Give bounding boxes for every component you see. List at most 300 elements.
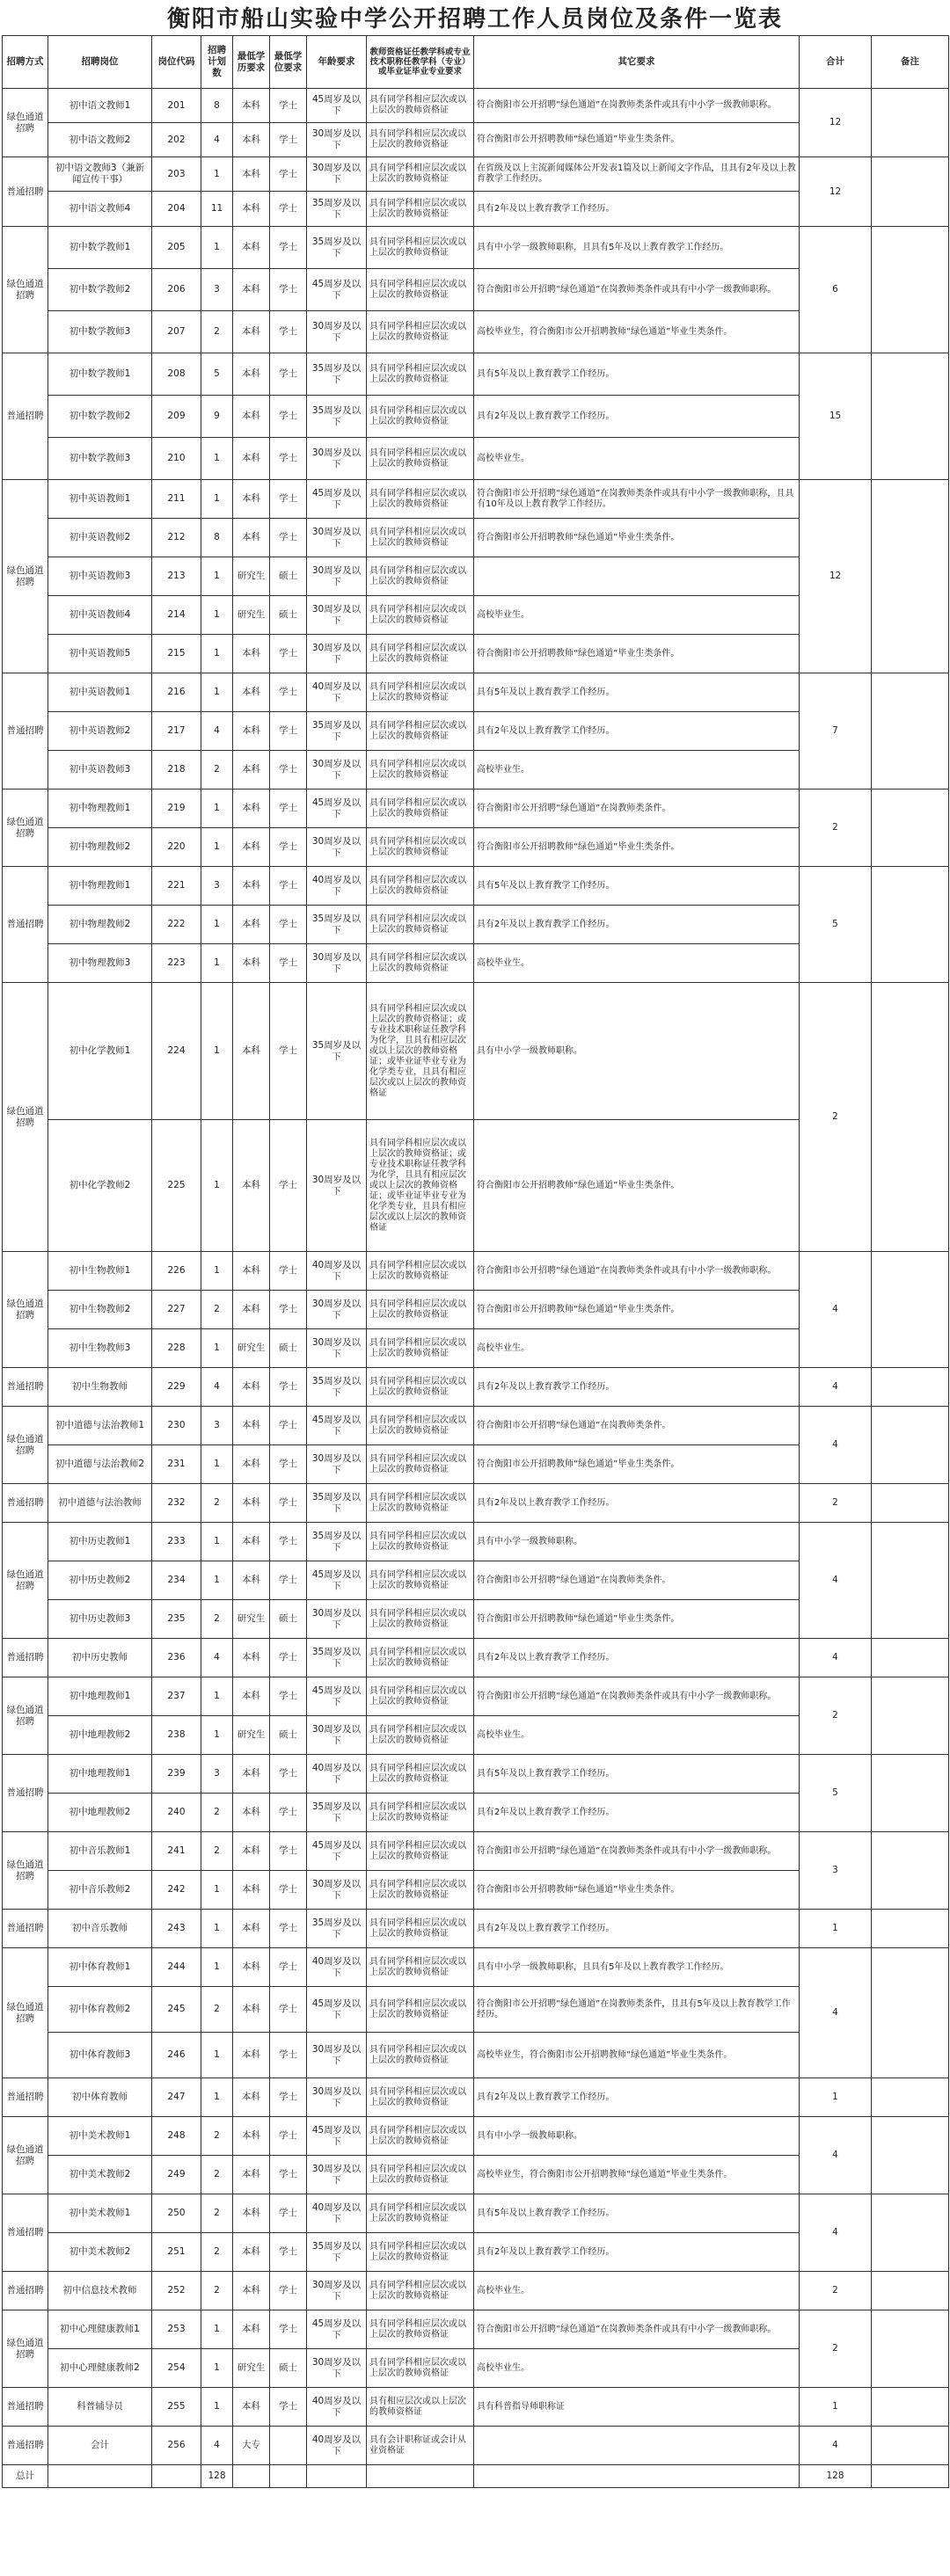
qual-cell: 具有同学科相应层次或以上层次的教师资格证 [367, 353, 474, 396]
other-cell: 具有5年及以上教育教学工作经历。 [474, 353, 800, 396]
remark-cell [872, 1755, 949, 1832]
edu-cell: 本科 [233, 1987, 270, 2033]
plan-cell: 1 [201, 983, 233, 1120]
other-cell: 符合衡阳市公开招聘教师“绿色通道”毕业生类条件。 [474, 1871, 800, 1910]
position-cell: 初中历史教师 [48, 1639, 152, 1677]
code-cell: 248 [152, 2117, 201, 2156]
edu-cell: 本科 [233, 1407, 270, 1445]
degree-cell [270, 2427, 307, 2465]
qual-cell: 具有同学科相应层次或以上层次的教师资格证 [367, 519, 474, 557]
table-row [3, 2272, 949, 2310]
edu-cell: 本科 [233, 790, 270, 828]
qual-cell: 具有同学科相应层次或以上层次的教师资格证 [367, 635, 474, 673]
code-cell: 201 [152, 89, 201, 123]
age-cell: 30周岁及以下 [307, 2078, 367, 2117]
total-cell: 3 [800, 1832, 872, 1910]
degree-cell: 学士 [270, 944, 307, 983]
age-cell: 30周岁及以下 [307, 596, 367, 635]
other-cell: 符合衡阳市公开招聘教师“绿色通道”毕业生类条件。 [474, 828, 800, 867]
position-cell: 初中语文教师3（兼新闻宣传干事） [48, 157, 152, 192]
age-cell: 40周岁及以下 [307, 1252, 367, 1291]
edu-cell: 本科 [233, 1484, 270, 1523]
method-cell: 绿色通道招聘 [3, 2117, 48, 2194]
position-cell: 初中物理教师2 [48, 906, 152, 944]
age-cell: 45周岁及以下 [307, 1987, 367, 2033]
code-cell: 209 [152, 396, 201, 438]
code-cell: 202 [152, 123, 201, 157]
other-cell: 具有5年及以上教育教学工作经历。 [474, 1755, 800, 1794]
plan-cell: 2 [201, 2233, 233, 2272]
total-cell: 5 [800, 1755, 872, 1832]
degree-cell: 学士 [270, 1368, 307, 1407]
age-cell: 30周岁及以下 [307, 1600, 367, 1639]
other-cell [474, 2427, 800, 2465]
position-cell: 初中地理教师1 [48, 1755, 152, 1794]
other-cell: 具有2年及以上教育教学工作经历。 [474, 1368, 800, 1407]
code-cell: 252 [152, 2272, 201, 2310]
position-cell: 初中语文教师1 [48, 89, 152, 123]
position-cell: 初中生物教师3 [48, 1329, 152, 1368]
table-row [3, 1677, 949, 1716]
method-cell: 绿色通道招聘 [3, 1677, 48, 1755]
other-cell: 符合衡阳市公开招聘教师“绿色通道”毕业生类条件。 [474, 123, 800, 157]
degree-cell: 学士 [270, 1291, 307, 1329]
total-cell: 2 [800, 2272, 872, 2310]
table-row [3, 1484, 949, 1523]
footer-row [3, 2465, 949, 2488]
plan-cell: 1 [201, 1523, 233, 1561]
code-cell: 217 [152, 712, 201, 751]
other-cell: 具有5年及以上教育教学工作经历。 [474, 867, 800, 906]
table-row [3, 353, 949, 396]
age-cell: 35周岁及以下 [307, 1523, 367, 1561]
method-cell: 绿色通道招聘 [3, 89, 48, 157]
qual-cell: 具有同学科相应层次或以上层次的教师资格证 [367, 1291, 474, 1329]
other-cell: 具有5年及以上教育教学工作经历。 [474, 673, 800, 712]
header-remark: 备注 [872, 36, 949, 89]
remark-cell [872, 1948, 949, 2078]
qual-cell: 具有同学科相应层次或以上层次的教师资格证 [367, 1871, 474, 1910]
age-cell: 45周岁及以下 [307, 89, 367, 123]
code-cell: 256 [152, 2427, 201, 2465]
header-plan: 招聘计划数 [201, 36, 233, 89]
age-cell: 35周岁及以下 [307, 1910, 367, 1948]
method-cell: 绿色通道招聘 [3, 983, 48, 1252]
code-cell: 237 [152, 1677, 201, 1716]
other-cell [474, 557, 800, 596]
other-cell: 符合衡阳市公开招聘“绿色通道”在岗教师类条件或具有中小学一级教师职称。 [474, 2310, 800, 2349]
remark-cell [872, 1252, 949, 1368]
qual-cell: 具有同学科相应层次或以上层次的教师资格证 [367, 311, 474, 353]
position-cell: 初中生物教师 [48, 1368, 152, 1407]
other-cell: 高校毕业生。 [474, 2349, 800, 2388]
edu-cell: 本科 [233, 1677, 270, 1716]
remark-cell [872, 1677, 949, 1755]
plan-cell: 1 [201, 227, 233, 269]
code-cell: 211 [152, 480, 201, 519]
degree-cell: 硕士 [270, 1716, 307, 1755]
other-cell: 符合衡阳市公开招聘“绿色通道”在岗教师类条件或具有中小学一级教师职称，且具有10年及以上教育教学工作经历。 [474, 480, 800, 519]
edu-cell: 研究生 [233, 596, 270, 635]
other-cell: 高校毕业生，符合衡阳市公开招聘教师“绿色通道”毕业生类条件。 [474, 311, 800, 353]
degree-cell: 学士 [270, 1120, 307, 1252]
qual-cell: 具有同学科相应层次或以上层次的教师资格证；或专业技术职称证任教学科为化学，且具有相应层次或以上层次的教师资格证；或毕业证毕业专业为化学类专业，且具有相应层次或以上层次的教师资格证 [367, 983, 474, 1120]
qual-cell: 具有同学科相应层次或以上层次的教师资格证 [367, 1523, 474, 1561]
position-cell: 初中英语教师3 [48, 751, 152, 790]
code-cell: 212 [152, 519, 201, 557]
position-cell: 初中英语教师4 [48, 596, 152, 635]
method-cell: 绿色通道招聘 [3, 1523, 48, 1639]
edu-cell: 本科 [233, 353, 270, 396]
total-cell: 2 [800, 983, 872, 1252]
footer-empty [367, 2465, 474, 2488]
age-cell: 35周岁及以下 [307, 227, 367, 269]
degree-cell: 学士 [270, 2156, 307, 2194]
position-cell: 初中音乐教师2 [48, 1871, 152, 1910]
age-cell: 40周岁及以下 [307, 673, 367, 712]
position-cell: 初中数学教师2 [48, 396, 152, 438]
position-cell: 初中历史教师3 [48, 1600, 152, 1639]
remark-cell [872, 1832, 949, 1910]
code-cell: 220 [152, 828, 201, 867]
age-cell: 35周岁及以下 [307, 1794, 367, 1832]
qual-cell: 具有同学科相应层次或以上层次的教师资格证 [367, 1600, 474, 1639]
plan-cell: 4 [201, 2427, 233, 2465]
method-cell: 绿色通道招聘 [3, 1948, 48, 2078]
age-cell: 30周岁及以下 [307, 1871, 367, 1910]
remark-cell [872, 867, 949, 983]
edu-cell: 本科 [233, 906, 270, 944]
method-cell: 绿色通道招聘 [3, 2310, 48, 2388]
degree-cell: 学士 [270, 1561, 307, 1600]
table-row [3, 2117, 949, 2156]
total-cell: 2 [800, 1484, 872, 1523]
code-cell: 223 [152, 944, 201, 983]
age-cell: 30周岁及以下 [307, 1445, 367, 1484]
other-cell: 符合衡阳市公开招聘“绿色通道”在岗教师类条件或具有中小学一级教师职称。 [474, 1677, 800, 1716]
position-cell: 初中物理教师1 [48, 790, 152, 828]
code-cell: 218 [152, 751, 201, 790]
qual-cell: 具有同学科相应层次或以上层次的教师资格证 [367, 396, 474, 438]
age-cell: 45周岁及以下 [307, 269, 367, 311]
total-cell: 2 [800, 2310, 872, 2388]
plan-cell: 2 [201, 1600, 233, 1639]
edu-cell: 本科 [233, 1523, 270, 1561]
footer-empty [307, 2465, 367, 2488]
position-cell: 初中道德与法治教师1 [48, 1407, 152, 1445]
total-cell: 4 [800, 2117, 872, 2194]
edu-cell: 研究生 [233, 557, 270, 596]
edu-cell: 研究生 [233, 1329, 270, 1368]
position-cell: 初中信息技术教师 [48, 2272, 152, 2310]
position-cell: 初中生物教师2 [48, 1291, 152, 1329]
degree-cell: 学士 [270, 712, 307, 751]
position-cell: 初中音乐教师1 [48, 1832, 152, 1871]
plan-cell: 1 [201, 557, 233, 596]
edu-cell: 本科 [233, 227, 270, 269]
degree-cell: 学士 [270, 867, 307, 906]
degree-cell: 学士 [270, 2233, 307, 2272]
plan-cell: 1 [201, 1445, 233, 1484]
other-cell: 符合衡阳市公开招聘教师“绿色通道”毕业生类条件。 [474, 1120, 800, 1252]
qual-cell: 具有同学科相应层次或以上层次的教师资格证 [367, 1832, 474, 1871]
qual-cell: 具有同学科相应层次或以上层次的教师资格证 [367, 2033, 474, 2078]
plan-cell: 2 [201, 1484, 233, 1523]
total-cell: 2 [800, 790, 872, 867]
qual-cell: 具有同学科相应层次或以上层次的教师资格证 [367, 1677, 474, 1716]
position-cell: 初中英语教师2 [48, 712, 152, 751]
code-cell: 215 [152, 635, 201, 673]
plan-cell: 2 [201, 2194, 233, 2233]
plan-cell: 2 [201, 1794, 233, 1832]
other-cell: 具有2年及以上教育教学工作经历。 [474, 712, 800, 751]
qual-cell: 具有同学科相应层次或以上层次的教师资格证 [367, 2117, 474, 2156]
code-cell: 226 [152, 1252, 201, 1291]
code-cell: 233 [152, 1523, 201, 1561]
remark-cell [872, 790, 949, 867]
footer-empty [48, 2465, 152, 2488]
edu-cell: 研究生 [233, 1716, 270, 1755]
position-cell: 初中美术教师1 [48, 2194, 152, 2233]
code-cell: 213 [152, 557, 201, 596]
plan-cell: 1 [201, 1329, 233, 1368]
plan-cell: 9 [201, 396, 233, 438]
plan-cell: 4 [201, 1368, 233, 1407]
age-cell: 30周岁及以下 [307, 311, 367, 353]
age-cell: 30周岁及以下 [307, 2033, 367, 2078]
code-cell: 203 [152, 157, 201, 192]
table-row [3, 1639, 949, 1677]
position-cell: 初中数学教师1 [48, 227, 152, 269]
plan-cell: 1 [201, 1716, 233, 1755]
plan-cell: 2 [201, 2117, 233, 2156]
qual-cell: 具有同学科相应层次或以上层次的教师资格证 [367, 790, 474, 828]
plan-cell: 11 [201, 192, 233, 227]
age-cell: 30周岁及以下 [307, 2156, 367, 2194]
other-cell: 符合衡阳市公开招聘教师“绿色通道”毕业生类条件。 [474, 519, 800, 557]
code-cell: 247 [152, 2078, 201, 2117]
edu-cell: 本科 [233, 2272, 270, 2310]
qual-cell: 具有同学科相应层次或以上层次的教师资格证 [367, 673, 474, 712]
position-cell: 初中英语教师3 [48, 557, 152, 596]
degree-cell: 学士 [270, 1794, 307, 1832]
degree-cell: 学士 [270, 157, 307, 192]
position-cell: 初中化学教师2 [48, 1120, 152, 1252]
position-cell: 初中历史教师1 [48, 1523, 152, 1561]
header-code: 岗位代码 [152, 36, 201, 89]
plan-cell: 8 [201, 89, 233, 123]
remark-cell [872, 2272, 949, 2310]
age-cell: 35周岁及以下 [307, 2233, 367, 2272]
qual-cell: 具有同学科相应层次或以上层次的教师资格证 [367, 1329, 474, 1368]
position-cell: 初中物理教师3 [48, 944, 152, 983]
qual-cell: 具有同学科相应层次或以上层次的教师资格证 [367, 269, 474, 311]
plan-cell: 2 [201, 1291, 233, 1329]
position-cell: 初中地理教师2 [48, 1716, 152, 1755]
plan-cell: 2 [201, 1987, 233, 2033]
edu-cell: 本科 [233, 2388, 270, 2427]
footer-empty [152, 2465, 201, 2488]
remark-cell [872, 2078, 949, 2117]
table-row [3, 1368, 949, 1407]
edu-cell: 研究生 [233, 2349, 270, 2388]
edu-cell: 本科 [233, 828, 270, 867]
edu-cell: 研究生 [233, 1600, 270, 1639]
table-row [3, 983, 949, 1120]
code-cell: 235 [152, 1600, 201, 1639]
page-title: 衡阳市船山实验中学公开招聘工作人员岗位及条件一览表 [166, 6, 783, 33]
position-cell: 初中体育教师 [48, 2078, 152, 2117]
edu-cell: 本科 [233, 2117, 270, 2156]
plan-cell: 1 [201, 1252, 233, 1291]
total-cell: 4 [800, 1368, 872, 1407]
age-cell: 40周岁及以下 [307, 1755, 367, 1794]
qual-cell: 具有同学科相应层次或以上层次的教师资格证 [367, 1484, 474, 1523]
remark-cell [872, 1910, 949, 1948]
other-cell: 在省级及以上主流新闻媒体公开发表1篇及以上新闻文字作品，且具有2年及以上教育教学工作经历。 [474, 157, 800, 192]
code-cell: 239 [152, 1755, 201, 1794]
code-cell: 246 [152, 2033, 201, 2078]
age-cell: 30周岁及以下 [307, 557, 367, 596]
remark-cell [872, 1484, 949, 1523]
edu-cell: 本科 [233, 192, 270, 227]
edu-cell: 本科 [233, 2194, 270, 2233]
code-cell: 250 [152, 2194, 201, 2233]
plan-cell: 2 [201, 2156, 233, 2194]
footer-empty [872, 2465, 949, 2488]
degree-cell: 学士 [270, 1252, 307, 1291]
edu-cell: 本科 [233, 519, 270, 557]
plan-cell: 3 [201, 269, 233, 311]
code-cell: 254 [152, 2349, 201, 2388]
plan-cell: 2 [201, 311, 233, 353]
code-cell: 236 [152, 1639, 201, 1677]
plan-cell: 1 [201, 673, 233, 712]
qual-cell: 具有同学科相应层次或以上层次的教师资格证 [367, 2156, 474, 2194]
age-cell: 45周岁及以下 [307, 2117, 367, 2156]
age-cell: 30周岁及以下 [307, 751, 367, 790]
edu-cell: 本科 [233, 2156, 270, 2194]
plan-cell: 1 [201, 1871, 233, 1910]
code-cell: 214 [152, 596, 201, 635]
qual-cell: 具有同学科相应层次或以上层次的教师资格证；或专业技术职称证任教学科为化学，且具有相应层次或以上层次的教师资格证；或毕业证毕业专业为化学类专业，且具有相应层次或以上层次的教师资格证 [367, 1120, 474, 1252]
table-row [3, 673, 949, 712]
total-cell: 2 [800, 1677, 872, 1755]
edu-cell: 本科 [233, 1639, 270, 1677]
table-row [3, 1252, 949, 1291]
degree-cell: 学士 [270, 1484, 307, 1523]
qual-cell: 具有同学科相应层次或以上层次的教师资格证 [367, 828, 474, 867]
table-row [3, 2194, 949, 2233]
footer-empty [233, 2465, 270, 2488]
method-cell: 绿色通道招聘 [3, 790, 48, 867]
plan-cell: 1 [201, 2033, 233, 2078]
other-cell: 符合衡阳市公开招聘教师“绿色通道”毕业生类条件。 [474, 1600, 800, 1639]
table-row [3, 480, 949, 519]
position-cell: 初中心理健康教师2 [48, 2349, 152, 2388]
other-cell: 具有2年及以上教育教学工作经历。 [474, 1910, 800, 1948]
position-cell: 初中物理教师1 [48, 867, 152, 906]
other-cell: 具有2年及以上教育教学工作经历。 [474, 906, 800, 944]
other-cell: 符合衡阳市公开招聘“绿色通道”在岗教师类条件。 [474, 790, 800, 828]
code-cell: 230 [152, 1407, 201, 1445]
age-cell: 40周岁及以下 [307, 2388, 367, 2427]
degree-cell: 学士 [270, 673, 307, 712]
code-cell: 253 [152, 2310, 201, 2349]
code-cell: 208 [152, 353, 201, 396]
age-cell: 30周岁及以下 [307, 519, 367, 557]
code-cell: 241 [152, 1832, 201, 1871]
method-cell: 普通招聘 [3, 2078, 48, 2117]
header-degree: 最低学位要求 [270, 36, 307, 89]
position-cell: 初中英语教师1 [48, 480, 152, 519]
edu-cell: 本科 [233, 1948, 270, 1987]
table-row [3, 89, 949, 123]
degree-cell: 硕士 [270, 2349, 307, 2388]
age-cell: 35周岁及以下 [307, 1368, 367, 1407]
position-cell: 初中物理教师2 [48, 828, 152, 867]
footer-label: 总计 [3, 2465, 48, 2488]
age-cell: 35周岁及以下 [307, 1639, 367, 1677]
age-cell: 30周岁及以下 [307, 157, 367, 192]
method-cell: 普通招聘 [3, 1484, 48, 1523]
code-cell: 244 [152, 1948, 201, 1987]
age-cell: 40周岁及以下 [307, 1948, 367, 1987]
age-cell: 30周岁及以下 [307, 2272, 367, 2310]
other-cell: 高校毕业生。 [474, 1716, 800, 1755]
age-cell: 45周岁及以下 [307, 480, 367, 519]
method-cell: 绿色通道招聘 [3, 480, 48, 673]
degree-cell: 学士 [270, 790, 307, 828]
degree-cell: 学士 [270, 1445, 307, 1484]
qual-cell: 具有同学科相应层次或以上层次的教师资格证 [367, 1794, 474, 1832]
plan-cell: 5 [201, 353, 233, 396]
degree-cell: 学士 [270, 2272, 307, 2310]
qual-cell: 具有同学科相应层次或以上层次的教师资格证 [367, 2078, 474, 2117]
remark-cell [872, 480, 949, 673]
plan-cell: 2 [201, 1832, 233, 1871]
degree-cell: 学士 [270, 2310, 307, 2349]
degree-cell: 学士 [270, 828, 307, 867]
age-cell: 30周岁及以下 [307, 944, 367, 983]
method-cell: 绿色通道招聘 [3, 1832, 48, 1910]
method-cell: 绿色通道招聘 [3, 1252, 48, 1368]
age-cell: 35周岁及以下 [307, 906, 367, 944]
table-row [3, 1755, 949, 1794]
degree-cell: 学士 [270, 519, 307, 557]
degree-cell: 学士 [270, 269, 307, 311]
age-cell: 30周岁及以下 [307, 123, 367, 157]
degree-cell: 学士 [270, 635, 307, 673]
method-cell: 普通招聘 [3, 673, 48, 790]
edu-cell: 本科 [233, 2233, 270, 2272]
degree-cell: 学士 [270, 1639, 307, 1677]
plan-cell: 4 [201, 712, 233, 751]
other-cell: 符合衡阳市公开招聘教师“绿色通道”毕业生类条件。 [474, 1445, 800, 1484]
position-cell: 会计 [48, 2427, 152, 2465]
code-cell: 225 [152, 1120, 201, 1252]
position-cell: 初中英语教师5 [48, 635, 152, 673]
edu-cell: 本科 [233, 1794, 270, 1832]
other-cell: 具有中小学一级教师职称。 [474, 2117, 800, 2156]
position-cell: 初中化学教师1 [48, 983, 152, 1120]
edu-cell: 本科 [233, 673, 270, 712]
plan-cell: 3 [201, 867, 233, 906]
method-cell: 普通招聘 [3, 2194, 48, 2272]
edu-cell: 本科 [233, 1120, 270, 1252]
degree-cell: 学士 [270, 438, 307, 480]
qual-cell: 具有同学科相应层次或以上层次的教师资格证 [367, 1948, 474, 1987]
